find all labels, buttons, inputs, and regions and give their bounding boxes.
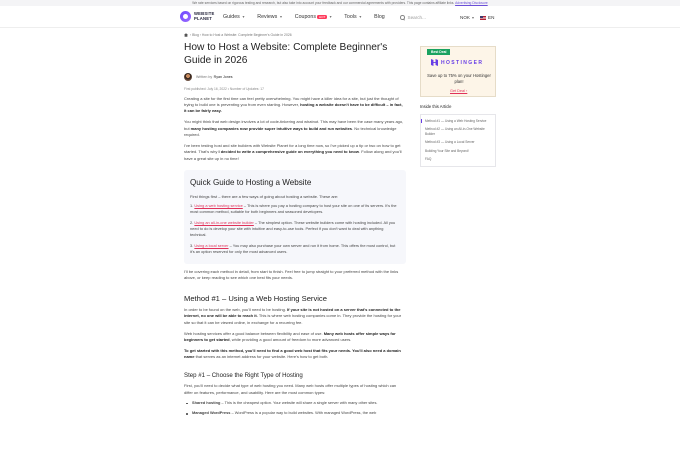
hostinger-promo-card[interactable] — [420, 46, 496, 97]
hostinger-logo: HOSTINGER — [431, 59, 483, 66]
get-deal-link[interactable]: Get Deal › — [450, 89, 468, 93]
author-avatar — [184, 73, 192, 81]
language-selector[interactable]: EN — [480, 15, 494, 20]
nav-coupons[interactable]: Coupons HOT ▼ — [294, 14, 333, 20]
chevron-down-icon: ▼ — [358, 15, 363, 19]
method-link[interactable]: Using an all-in-one website builder — [194, 219, 254, 225]
method-1-paragraph-3: To get started with this method, you'll need to find a good web host that fits your needs. You'll also need a domain name that serves as an internet address for your website. Here's how to get both. — [184, 348, 401, 360]
best-deal-ribbon: Best Deal — [427, 49, 450, 55]
nav-blog[interactable]: Blog — [374, 14, 385, 20]
quick-guide-box — [184, 170, 406, 264]
site-logo[interactable] — [180, 11, 214, 22]
toc-item[interactable]: FAQ — [425, 157, 432, 162]
sidebar — [420, 46, 496, 167]
breadcrumb — [184, 33, 292, 37]
list-item: 2. Using an all-in-one website builder – The simplest option. These website builders come with hosting included. All you need to do is develop your site with intuitive and easy-to-use tools. Perfect if you don't want to deal with anything technical. — [190, 219, 396, 238]
article-title: How to Host a Website: Complete Beginner's Guide in 2026 — [184, 42, 388, 66]
author-name[interactable]: Ryan Jones — [213, 75, 233, 79]
currency-selector[interactable]: NOK ▼ — [460, 15, 475, 20]
quick-guide-title: Quick Guide to Hosting a Website — [190, 178, 312, 188]
hot-badge: HOT — [318, 15, 326, 19]
intro-paragraph-2: You might think that web design involves a lot of code-tinkering and whatnot. This may have been the case many years ago, but many hosting companies now provide super intuitive ways to build and run websites. No technical knowledge required. — [184, 119, 404, 138]
logo-text-line2: PLANET — [194, 15, 212, 21]
table-of-contents — [420, 114, 496, 167]
intro-paragraph-3: I've been testing host and site builders with Website Planet for a long time now, so I've picked up a tip or two on how to get started. That's why I decided to write a comprehensive guide on everything you need to know. Follow along and you'll have a great site up in no time! — [184, 142, 402, 161]
author-line — [184, 73, 406, 81]
home-icon[interactable] — [184, 33, 188, 37]
toc-item[interactable]: Method #2 — Using an All-in-One Website Builder — [425, 127, 485, 136]
nav-reviews[interactable]: Reviews ▼ — [257, 14, 283, 20]
site-header — [0, 6, 680, 28]
publish-meta: First published: July 16, 2022 • Number of Updates: 17 — [184, 87, 264, 91]
toc-item[interactable]: Building Your Site and Beyond! — [425, 148, 469, 153]
toc-title: Inside this Article — [420, 104, 452, 109]
method-1-paragraph-1: In order to be found on the web, you'll need to be hosting. If your site is not hosted on a server that's connected to the internet, no one will be able to reach it. This is where web hosting companies come in. They provide the hosting for your site so that it can be viewed online, in exchange for a recurring fee. — [184, 307, 402, 325]
disclaimer-text: We rate services based on rigorous testing and research, but also take into account your feedback and our commercial agreements with providers. This page contains affiliate links. — [192, 1, 455, 5]
advertising-disclosure-link[interactable]: Advertising Disclosure — [455, 1, 488, 5]
chevron-down-icon: ▼ — [241, 15, 246, 19]
promo-text: Save up to 75% on your Hostinger plan! — [427, 73, 491, 84]
method-1-paragraph-2: Web hosting services offer a good balance between flexibility and ease of use. Many web hosts offer simple ways for beginners to get started, while providing a good amount of freedom to more advanced users. — [184, 330, 396, 343]
method-link[interactable]: Using a local server — [194, 242, 229, 248]
hostinger-icon — [431, 59, 438, 66]
chevron-down-icon: ▼ — [328, 15, 333, 19]
step-1-heading: Step #1 – Choose the Right Type of Hosting — [184, 371, 303, 379]
nav-guides[interactable]: Guides ▼ — [223, 14, 246, 20]
list-item: Managed WordPress – WordPress is a popular way to build websites. With managed WordPress, the web — [184, 410, 406, 416]
search-placeholder: Search... — [407, 15, 426, 20]
us-flag-icon — [480, 16, 486, 20]
toc-item[interactable]: Method #1 — Using a Web Hosting Service — [421, 117, 495, 125]
logo-icon — [180, 11, 191, 22]
search-icon — [400, 15, 405, 20]
article — [184, 42, 406, 417]
quick-guide-list — [190, 203, 398, 255]
logo-text-line1: WEBSITE — [194, 10, 215, 16]
hosting-types-list — [184, 400, 406, 416]
intro-paragraph-1: Creating a site for the first time can feel pretty overwhelming. You might have a killer idea for a site, but just the thought of trying to build one is preventing you from even starting. However, hosting a website doesn't have to be difficult – in fact, it can be fairly easy. — [184, 95, 403, 114]
main-nav — [223, 14, 397, 20]
search-input[interactable] — [400, 13, 452, 22]
list-item: 3. Using a local server – You may also purchase your own server and run it from home. This offers the most control, but it's an option reserved for only the most advanced users. — [190, 242, 396, 254]
method-1-heading: Method #1 – Using a Web Hosting Service — [184, 293, 327, 303]
nav-tools[interactable]: Tools ▼ — [344, 14, 363, 20]
overview-paragraph: I'll be covering each method in detail, from start to finish. Feel free to jump straight to your preferred method with the links above, or keep reading to see which one best fits your needs. — [184, 268, 399, 281]
chevron-down-icon: ▼ — [471, 16, 475, 20]
breadcrumb-text[interactable]: › Blog › How to Host a Website: Complete Beginner's Guide in 2026 — [190, 33, 292, 37]
toc-item[interactable]: Method #3 — Using a Local Server — [425, 140, 475, 145]
chevron-down-icon: ▼ — [279, 15, 283, 19]
list-item: 1. Using a web hosting service – This is where you pay a hosting company to host your site on one of its servers. It's the most common method, suitable for both beginners and seasoned developers. — [190, 203, 397, 215]
step-1-paragraph: First, you'll need to decide what type of web hosting you need. Many web hosts offer multiple types of hosting which can differ on features, performance, and usability. Here are the most common types: — [184, 383, 397, 395]
author-prefix: Written by — [196, 75, 213, 79]
method-link[interactable]: Using a web hosting service — [194, 203, 243, 209]
list-item: Shared hosting – This is the cheapest option. Your website will share a single server with many other sites. — [184, 400, 406, 406]
quick-guide-intro: First things first – there are a few ways of going about hosting a website. These are: — [190, 194, 339, 200]
